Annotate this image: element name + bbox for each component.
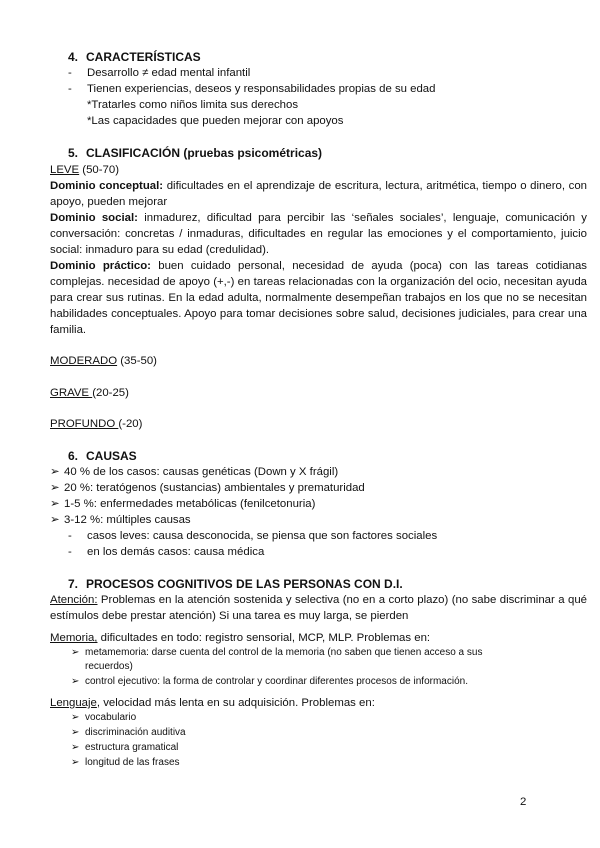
cause-pct: 40 % (64, 466, 90, 478)
dash-bullet: - (68, 67, 72, 79)
memoria-item-text: control ejecutivo: la forma de controlar y coordinar diferentes procesos de información. (85, 676, 468, 687)
list-item (68, 81, 435, 97)
process-label: Lenguaje (50, 697, 97, 709)
page-number: 2 (520, 796, 527, 808)
section-title: CARACTERÍSTICAS (86, 50, 201, 64)
cause-item (50, 512, 191, 528)
cause-subitem (68, 544, 264, 560)
process-text: , velocidad más lenta en su adquisición. Problemas en: (96, 697, 375, 709)
level-grave (50, 385, 129, 401)
section-number: 4. (68, 50, 79, 64)
cause-pct: 1-5 % (64, 498, 94, 510)
level-moderado (50, 353, 157, 369)
lenguaje-item-text: discriminación auditiva (85, 727, 186, 738)
section-5-heading (68, 146, 322, 160)
lenguaje-item (71, 711, 136, 726)
lenguaje-item-text: estructura gramatical (85, 742, 179, 753)
level-range: (35-50) (117, 355, 157, 367)
dash-bullet: - (68, 546, 72, 558)
lenguaje-item (71, 756, 180, 771)
level-label: LEVE (50, 164, 80, 176)
level-leve (50, 162, 119, 178)
domain-text: buen cuidado personal, necesidad de ayuda (poca) con las tareas cotidianas complejas. necesidad de apoyo (+,-) en tareas relacionadas con la organización del ocio, necesitan ayuda para crear sus rutinas. En la edad adulta, normalmente desempeñan trabajos en los que no se necesitan habilidades conceptuales. Apoyo para tomar decisiones sobre salud, decisiones judiciales, para crear una familia. (50, 260, 587, 336)
domain-label: Dominio práctico: (50, 260, 151, 272)
cause-pct: 20 % (64, 482, 90, 494)
process-label: Atención: (50, 594, 98, 606)
level-label: PROFUNDO (50, 418, 119, 430)
arrow-bullet-icon: ➢ (71, 712, 80, 723)
note: *Las capacidades que pueden mejorar con apoyos (87, 115, 344, 127)
memoria-item (71, 675, 468, 690)
cause-subitem (68, 528, 437, 544)
process-memoria (50, 630, 430, 646)
memoria-item-text: metamemoria: darse cuenta del control de la memoria (no saben que tienen acceso a sus (85, 647, 483, 658)
cause-text: de los casos: causas genéticas (Down y X frágil) (89, 466, 339, 478)
cause-text: : teratógenos (sustancias) ambientales y prematuridad (89, 482, 365, 494)
cause-pct: 3-12 % (64, 514, 101, 526)
level-range: (50-70) (79, 164, 120, 176)
process-lenguaje (50, 695, 375, 711)
section-4-heading (68, 50, 201, 64)
level-label: MODERADO (50, 355, 118, 367)
arrow-bullet-icon: ➢ (71, 757, 80, 768)
process-atencion (50, 592, 587, 624)
cause-item (50, 480, 365, 496)
section-title: CLASIFICACIÓN (pruebas psicométricas) (86, 146, 323, 160)
cause-text: : enfermedades metabólicas (fenilcetonuria) (93, 498, 316, 510)
domain-text: dificultades en el aprendizaje de escritura, lectura, aritmética, tiempo o dinero, con apoyo, pueden mejorar (50, 180, 587, 208)
section-6-heading (68, 449, 137, 463)
subitem-text: en los demás casos: causa médica (87, 546, 265, 558)
domain-label: Dominio social: (50, 212, 138, 224)
domain-text: inmadurez, dificultad para percibir las ‘señales sociales’, lenguaje, comunicación y conversación: concretas / inmaduras, dificultades en regular las emociones y el comportamiento, juicio social: inmaduro para su edad (credulidad). (50, 212, 588, 256)
list-item-text: Desarrollo ≠ edad mental infantil (87, 67, 251, 79)
lenguaje-item (71, 726, 186, 741)
list-item-text: Tienen experiencias, deseos y responsabilidades propias de su edad (87, 83, 436, 95)
section-7-heading (68, 577, 403, 591)
domain-conceptual (50, 178, 587, 210)
section-number: 6. (68, 449, 79, 463)
level-label: GRAVE (50, 387, 93, 399)
process-label: Memoria, (50, 632, 98, 644)
cause-item (50, 496, 315, 512)
subitem-text: casos leves: causa desconocida, se piensa que son factores sociales (87, 530, 438, 542)
dash-bullet: - (68, 530, 72, 542)
dash-bullet: - (68, 83, 72, 95)
list-item (68, 65, 250, 81)
arrow-bullet-icon: ➢ (71, 676, 80, 687)
cause-text: : múltiples causas (100, 514, 191, 526)
section-title: CAUSAS (86, 449, 137, 463)
lenguaje-item (71, 741, 178, 756)
note: *Tratarles como niños limita sus derechos (87, 99, 299, 111)
lenguaje-item-text: longitud de las frases (85, 757, 180, 768)
section-title: PROCESOS COGNITIVOS DE LAS PERSONAS CON D.I. (86, 577, 403, 591)
level-range: (20-25) (92, 387, 129, 399)
arrow-bullet-icon: ➢ (50, 466, 60, 478)
section-number: 7. (68, 577, 79, 591)
section-number: 5. (68, 146, 79, 160)
arrow-bullet-icon: ➢ (71, 647, 80, 658)
process-text: dificultades en todo: registro sensorial, MCP, MLP. Problemas en: (97, 632, 431, 644)
arrow-bullet-icon: ➢ (71, 727, 80, 738)
level-range: (-20) (118, 418, 143, 430)
domain-social (50, 210, 587, 258)
cause-item (50, 464, 338, 480)
memoria-item-cont: recuerdos) (85, 661, 133, 672)
memoria-item (71, 646, 482, 661)
level-profundo (50, 416, 142, 432)
arrow-bullet-icon: ➢ (50, 498, 60, 510)
domain-practico (50, 258, 587, 338)
arrow-bullet-icon: ➢ (50, 482, 60, 494)
arrow-bullet-icon: ➢ (71, 742, 80, 753)
arrow-bullet-icon: ➢ (50, 514, 60, 526)
lenguaje-item-text: vocabulario (85, 712, 137, 723)
domain-label: Dominio conceptual: (50, 180, 164, 192)
process-text: Problemas en la atención sostenida y selectiva (no en a corto plazo) (no sabe discriminar a qué estímulos debe prestar atención) Si una tarea es muy larga, se pierden (50, 594, 587, 622)
